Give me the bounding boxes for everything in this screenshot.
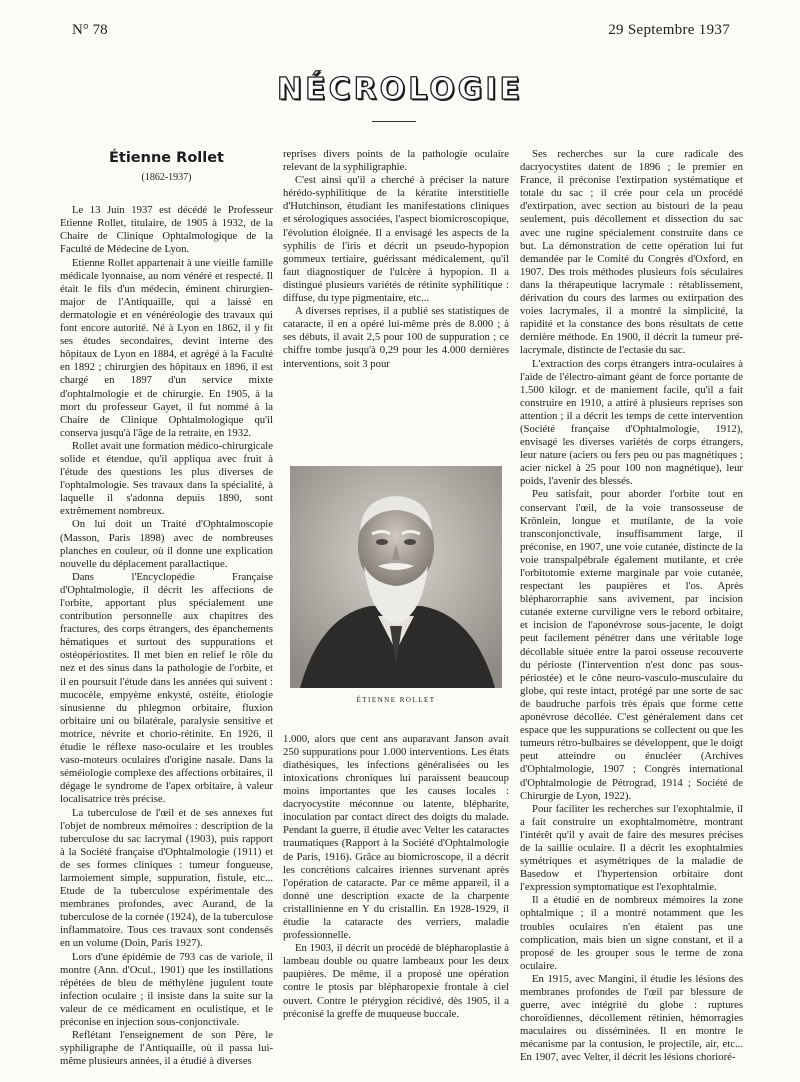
- column-1: [60, 148, 273, 1068]
- paragraph: Rollet avait une formation médico-chirurgicale solide et étendue, qu'il appliqua avec fruit à l'étude des questions les plus diverses de l'ophtalmologie. Ses travaux dans la spécialité, à laquelle il s'adonna depuis 1890, sont extrêmement nombreux.: [60, 439, 274, 518]
- portrait-caption: ÉTIENNE ROLLET: [356, 695, 436, 704]
- paragraph: On lui doit un Traité d'Ophtalmoscopie (Masson, Paris 1898) avec de nombreuses planches en couleur, où il donne une explication nouvelle du déplacement parallactique.: [60, 518, 273, 570]
- column-2: [283, 148, 509, 1021]
- paragraph: Ses recherches sur la cure radicale des dacryocystites datent de 1896 ; le premier en France, il préconise l'extirpation systématique et totale du sac ; il crée pour cela un procédé d'extirpation, avec section au bistouri de la peau seulement, puis décollement et dissection du sac avec une rugine spécialement construite dans ce but. La démonstration de cette opération lui fut demandée par le Comité du Congrès d'Oxford, en 1907. Des trois méthodes plusieurs fois séculaires dans la thérapeutique lacrymale : rétablissement, dérivation du cours des larmes ou extirpation des voies lacrymales, il a montré la simplicité, la rapidité et la constance des bons résultats de cette dernière méthode. En 1900, il décrit la tumeur pré-lacrymale, distincte de l'ectasie du sac.: [520, 148, 743, 357]
- paragraph: A diverses reprises, il a publié ses statistiques de cataracte, il en a opéré lui-même près de 8.000 ; à ses débuts, il avait 2,5 pour 100 de suppuration ; ce chiffre tombe jusqu'à 0,29 pour les 4.000 dernières interventions, soit 3 pour: [283, 305, 509, 370]
- obituary-dates: (1862-1937): [141, 172, 192, 184]
- paragraph: En 1903, il décrit un procédé de blépharoplastie à lambeau double ou quatre lambeaux pour les deux paupières. De même, il a proposé une opération contre le ptosis par blépharopexie frontale à ciel ouvert. Contre le ptérygion récidivé, dès 1905, il a préconisé la greffe de muqueuse buccale.: [283, 942, 509, 1020]
- paragraph: Il a étudié en de nombreux mémoires la zone ophtalmique ; il a montré notamment que les troubles oculaires n'en étaient pas une complication, mais bien un signe constant, et il a proposé de les grouper sous le terme de zona oculaire.: [520, 894, 743, 972]
- paragraph: C'est ainsi qu'il a cherché à préciser la nature hérédo-syphilitique de la kératite interstitielle d'Hutchinson, étudiant les manifestations cliniques et sérologiques associées, l'aspect biomicroscopique, l'évolution éloignée. Il a envisagé les aspects de la syphilis de l'iris et décrit un pseudo-hypopion gommeux tertiaire, guérissant médicalement, qu'il faut diagnostiquer de l'ulcère à hypopion. Il a distingué plusieurs variétés de rétinite syphilitique : diffuse, du type pigmentaire, etc...: [283, 174, 509, 305]
- issue-number: N° 78: [72, 22, 108, 38]
- paragraph: Lors d'une épidémie de 793 cas de variole, il montre (Ann. d'Ocul., 1901) que les instillations répétées de bleu de méthylène jugulent toute infection oculaire ; il insiste dans la suite sur la valeur de ce médicament en oculistique, et le préconise en injection sous-conjonctivale.: [60, 950, 273, 1028]
- paragraph: L'extraction des corps étrangers intra-oculaires à l'aide de l'électro-aimant géant de force portante de 1.500 kilogr. et de maniement facile, qu'il a fait construire en 1910, a attiré à plusieurs reprises son attention ; il a décrit les temps de cette intervention (Société française d'Ophtalmologie, 1912), envisagé les diverses variétés de corps étrangers, leur nature (aciers ou fers peu ou pas magnétiques ; acier nickel à 25 pour 100 non magnétique), leur poids, l'avenir des blessés.: [520, 357, 743, 488]
- paragraph: 1.000, alors que cent ans auparavant Janson avait 250 suppurations pour 1.000 interventions. Les états diathésiques, les infections généralisées ou les intoxications chroniques lui paraissent beaucoup moins importantes que les causes locales : dacryocystite méconnue ou latente, blépharite, inoculation par contact direct des doigts du malade. Pendant la guerre, il étudie avec Velter les cataractes traumatiques (Rapport à la Société d'Ophtalmologie de Paris, 1916). Grâce au biomicroscope, il a décrit les concrétions calcaires iriennes survenant après l'opération de cataracte. Par ce même appareil, il a donné une description exacte de la charpente cristallinienne en Y du cristallin. En 1928-1929, il étudie la cataracte des verriers, maladie professionnelle.: [283, 732, 509, 942]
- column-3: [520, 148, 743, 1065]
- paragraph: Dans l'Encyclopédie Française d'Ophtalmologie, il décrit les affections de l'orbite, apportant plus spécialement une contribution personnelle aux chapitres des fractures, des corps étrangers, des épanchements hématiques et surtout des suppurations et ostéopériostites. Il met bien en relief le rôle du nez et des sinus dans la pathologie de l'orbite, et il en poursuit l'étude dans les années qui suivent : mucocèle, empyème enkysté, ostéite, étiologie sinusienne du phlegmon orbitaire, fluxion orbitaire uni ou bilatérale, paralysie sensitive et motrice, névrite et chorio-rétinite. En 1926, il étudie le réflexe naso-oculaire et les troubles vaso-moteurs oculaires d'origine nasale. Dans la séméiologie complexe des affections orbitaires, il dégage le syndrome de l'apex orbitaire, à valeur localisatrice très précise.: [60, 570, 273, 806]
- portrait-photo: [290, 466, 502, 688]
- paragraph: Pour faciliter les recherches sur l'exophtalmie, il a fait construire un exophtalmomètre, montrant l'intérêt qu'il y avait de faire des mesures précises de la saillie oculaire. Il a décrit les exophtalmies symétriques et asymétriques de la maladie de Basedow et l'hypertension orbitaire dont l'expression symptomatique est l'exophtalmie.: [520, 802, 743, 894]
- paragraph: La tuberculose de l'œil et de ses annexes fut l'objet de nombreux mémoires : description de la tuberculose du sac lacrymal (1903), puis rapport à la Société française d'Ophtalmologie (1911) et de ses formes cliniques : tumeur fongueuse, larmoiement simple, suppuration, fistule, etc... Etude de la tuberculose expérimentale des membranes profondes, avec Aurand, de la tuberculose de la cornée (1924), de la tuberculose inflammatoire. Tous ces travaux sont condensés en un volume (Doin, Paris 1927).: [60, 806, 273, 950]
- paragraph: Reflétant l'enseignement de son Père, le syphiligraphe de l'Antiquaille, où il passa lui-même plusieurs années, il a étudié à diverses: [60, 1029, 273, 1068]
- portrait-figure: [290, 466, 502, 707]
- paragraph: Le 13 Juin 1937 est décédé le Professeur Etienne Rollet, titulaire, de 1905 à 1932, de la Chaire de Clinique Ophtalmologique de la Faculté de Médecine de Lyon.: [60, 204, 273, 256]
- section-title: NÉCROLOGIE: [276, 72, 524, 107]
- paragraph: Etienne Rollet appartenait à une vieille famille médicale lyonnaise, au nom vénéré et respecté. Il était le fils d'un médecin, éminent chirurgien-major de l'Antiquaille, qui a laissé en dermatologie et en vénéréologie des travaux qui font encore autorité. Né à Lyon en 1862, il y fit ses études secondaires, devint interne des hôpitaux de Lyon en 1884, et agrégé à la Faculté en 1892 ; chirurgien des hôpitaux en 1896, il est chargé en 1897 d'un service mixte d'ophtalmologie et de chirurgie. En 1905, à la mort du professeur Gayet, il fut nommé à la Chaire de Clinique Ophtalmologique qu'il conserva jusqu'à l'âge de la retraite, en 1932.: [60, 256, 273, 439]
- issue-date: 29 Septembre 1937: [608, 22, 730, 38]
- paragraph: Peu satisfait, pour aborder l'orbite tout en conservant l'œil, de la voie transosseuse de Krönlein, longue et mutilante, de la voie transconjonctivale, insuffisamment large, il préconise, en 1907, une voie cutanée, distincte de la voie transpalpébrale également mutilante, et crée l'orbitotomie externe marginale par voie cutanée, respectant les paupières et l'os. Après blépharorraphie sans avivement, par incision cutanée externe curviligne vers le rebord orbitaire, et incision de l'aponévrose sous-jacente, le doigt peut facilement pénétrer dans une véritable loge décollable située entre la paroi osseuse recouverte du périoste (l'intervention n'est donc pas sous-périostée) et le cône neuro-vasculo-musculaire du globe, qui reste intact, protégé par une sorte de sac de baudruche parfois très épais que forme cette aponévrose décollée. C'est généralement dans cet espace que les suppurations se collectent ou que les tumeurs rétro-bulbaires se développent, que le doigt peut atteindre ou énucléer (Archives d'Ophtalmologie, 1907 ; Congrès international d'Ophtalmologie de Pétrograd, 1914 ; Société de Chirurgie de Lyon, 1922).: [520, 488, 743, 802]
- title-rule: [372, 121, 416, 122]
- paragraph: reprises divers points de la pathologie oculaire relevant de la syphiligraphie.: [283, 148, 509, 174]
- obituary-name: Étienne Rollet: [108, 150, 224, 166]
- paragraph: En 1915, avec Mangini, il étudie les lésions des membranes profondes de l'œil par blessure de guerre, avec intégrité du globe : ruptures choroïdiennes, décollement rétinien, hémorragies maculaires ou disséminées. Il en montre le mécanisme par la contusion, le projectile, air, etc... En 1907, avec Velter, il décrit les lésions chorioré-: [520, 972, 743, 1064]
